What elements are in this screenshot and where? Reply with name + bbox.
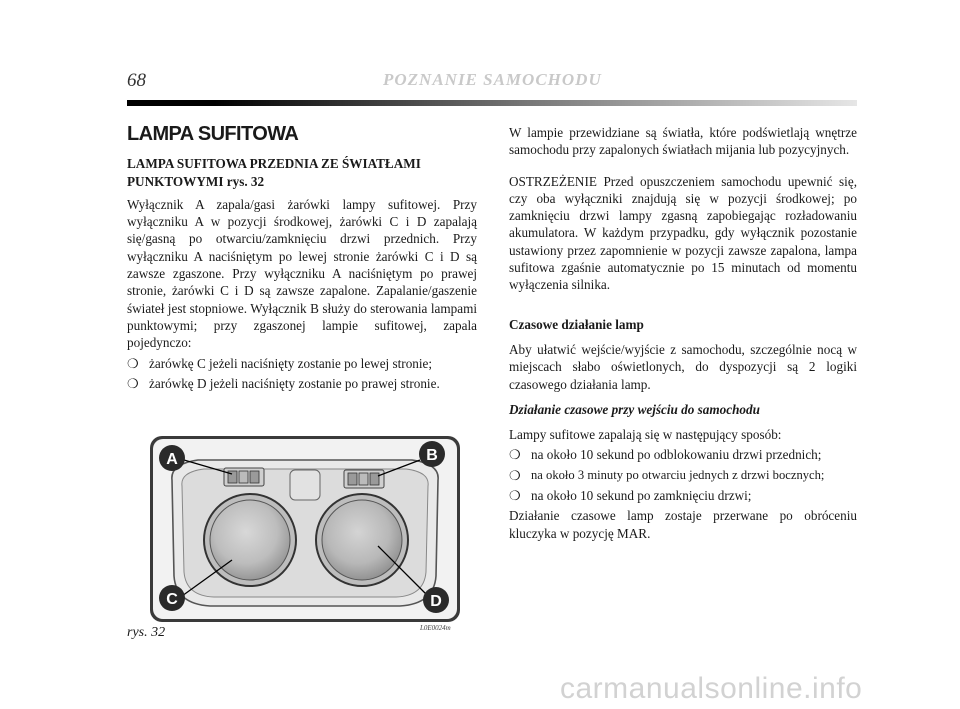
bullet-circle-icon: ❍ bbox=[509, 488, 521, 504]
right-column bbox=[509, 124, 857, 542]
switch-a bbox=[224, 468, 264, 486]
ceiling-lamp-figure bbox=[150, 436, 460, 622]
entry-paragraph: Lampy sufitowe zapalają się w następujący sposób: bbox=[509, 427, 782, 443]
callout-a-label: A bbox=[166, 451, 178, 468]
intro-paragraph: W lampie przewidziane są światła, które podświetlają wnętrze samochodu przy zapalonych światłach mijania lub pozycyjnych. bbox=[509, 125, 857, 158]
figure-code: L0E0024m bbox=[420, 624, 451, 632]
callout-a bbox=[159, 445, 185, 471]
switch-b bbox=[344, 470, 384, 488]
list-item-text: żarówkę D jeżeli naciśnięty zostanie po prawej stronie. bbox=[149, 375, 440, 391]
bullet-circle-icon: ❍ bbox=[127, 375, 139, 391]
header-rule bbox=[127, 100, 857, 106]
watermark: carmanualsonline.info bbox=[560, 672, 863, 705]
figure-caption: rys. 32 bbox=[127, 625, 166, 640]
entry-heading: Działanie czasowe przy wejściu do samochodu bbox=[509, 401, 760, 417]
callout-d-label: D bbox=[430, 593, 442, 610]
bullet-circle-icon: ❍ bbox=[127, 355, 139, 371]
page-number: 68 bbox=[127, 70, 146, 91]
callout-b bbox=[419, 441, 445, 467]
bullet-circle-icon: ❍ bbox=[509, 447, 521, 463]
list-item bbox=[509, 446, 857, 463]
warning-paragraph: OSTRZEŻENIE Przed opuszczeniem samochodu upewnić się, czy oba wyłączniki znajdują się w pozycji środkowej; po zamknięciu drzwi lampy zgasną zapobiegając rozładowaniu akumulatora. W każdym przypadku, gdy wyłącznik pozostanie ustawiony przez zapomnienie w pozycji zawsze zapalona, lampa sufitowa zgaśnie automatycznie po 15 minutach od momentu wyłączenia silnika. bbox=[509, 173, 857, 293]
subheading: LAMPA SUFITOWA PRZEDNIA ZE ŚWIATŁAMI PUNKTOWYMI rys. 32 bbox=[127, 156, 421, 189]
list-item-text: na około 10 sekund po odblokowaniu drzwi przednich; bbox=[531, 447, 822, 463]
timer-paragraph: Aby ułatwić wejście/wyjście z samochodu, szczególnie nocą w miejscach słabo oświetlonych, do dyspozycji są 2 logiki czasowego działania lamp. bbox=[509, 341, 857, 392]
list-item-text: na około 10 sekund po zamknięciu drzwi; bbox=[531, 488, 752, 504]
list-item bbox=[127, 375, 477, 392]
timer-heading: Czasowe działanie lamp bbox=[509, 316, 644, 332]
list-item bbox=[127, 355, 477, 372]
left-column bbox=[127, 124, 477, 395]
list-item-text: na około 3 minuty po otwarciu jednych z drzwi bocznych; bbox=[531, 467, 825, 482]
closing-paragraph: Działanie czasowe lamp zostaje przerwane po obróceniu kluczyka w pozycję MAR. bbox=[509, 508, 857, 541]
bullet-circle-icon: ❍ bbox=[509, 467, 521, 483]
list-item bbox=[509, 467, 857, 484]
callout-c bbox=[159, 585, 185, 611]
section-title: POZNANIE SAMOCHODU bbox=[383, 70, 602, 89]
center-sensor bbox=[290, 470, 320, 500]
callout-b-label: B bbox=[426, 447, 438, 464]
body-paragraph: Wyłącznik A zapala/gasi żarówki lampy sufitowej. Przy wyłączniku A w pozycji środkowej, żarówki C i D zapalają się/gasną po otwarciu/zamknięciu drzwi przednich. Przy wyłączniku A naciśniętym po lewej stronie żarówki C i D są zawsze zgaszone. Przy wyłączniku A naciśniętym po prawej stronie, żarówki C i D są zawsze zapalone. Zapalanie/gaszenie świateł jest stopniowe. Wyłącznik B służy do sterowania lampami punktowymi; przy zgaszonej lampie sufitowej, zapala pojedynczo: bbox=[127, 196, 477, 351]
ceiling-lamp-illustration bbox=[150, 436, 460, 622]
section-heading: LAMPA SUFITOWA bbox=[127, 123, 299, 145]
lamp-d-lens bbox=[322, 500, 402, 580]
callout-c-label: C bbox=[166, 591, 178, 608]
list-item-text: żarówkę C jeżeli naciśnięty zostanie po lewej stronie; bbox=[149, 355, 433, 371]
list-item bbox=[509, 487, 857, 504]
callout-d bbox=[423, 587, 449, 613]
